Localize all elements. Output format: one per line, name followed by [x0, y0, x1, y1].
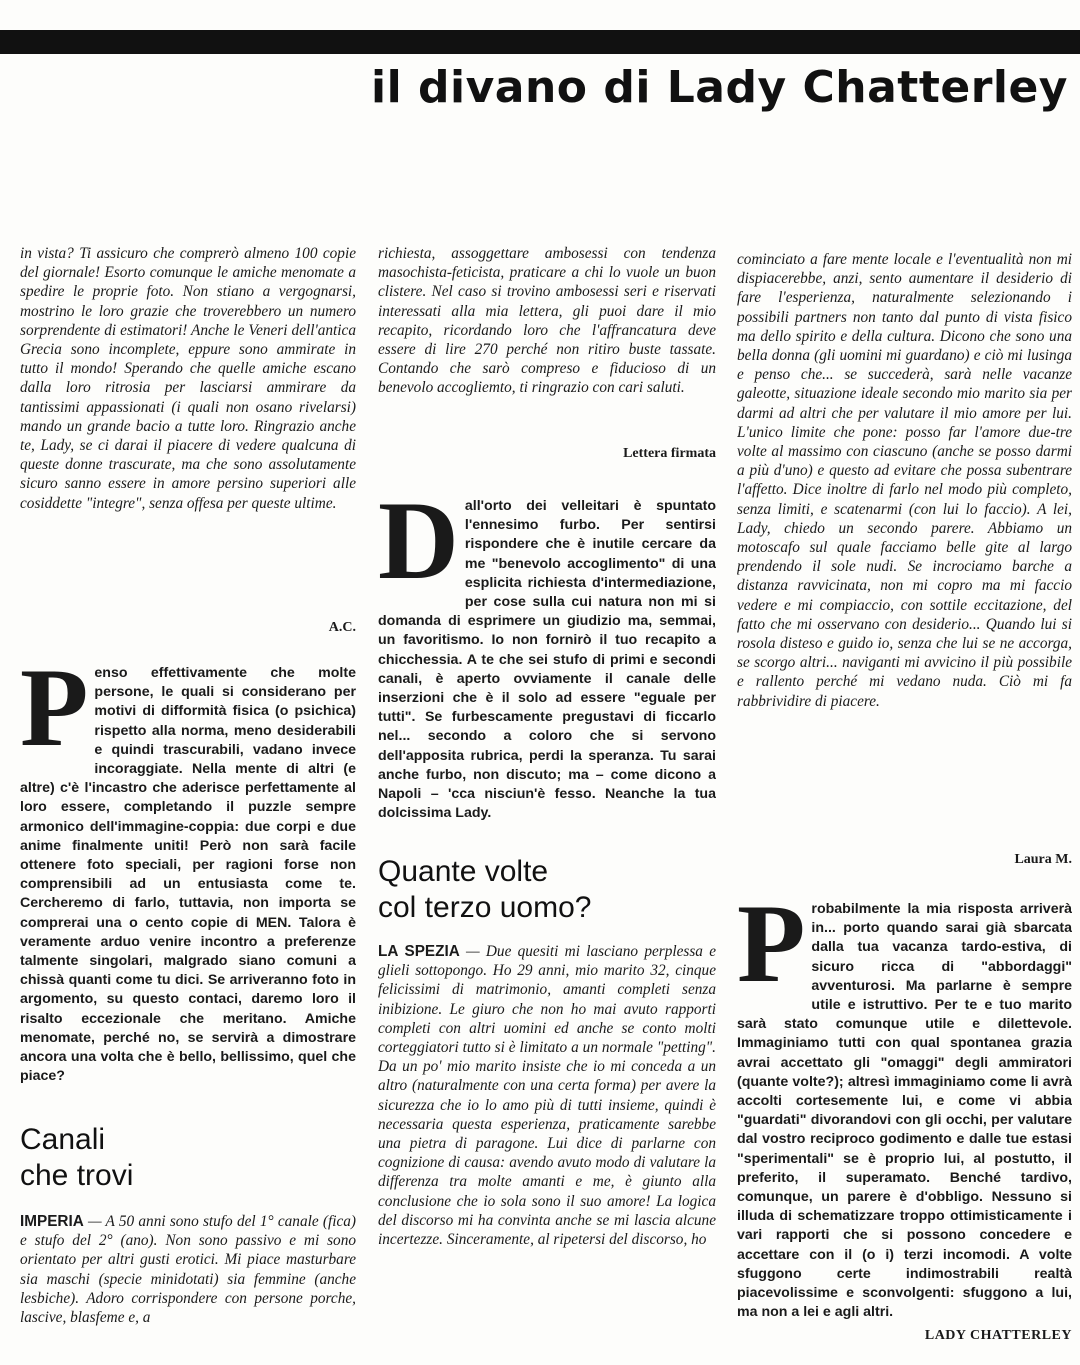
col1-letter-signature: A.C.	[328, 620, 356, 635]
col1-letter-imperia	[20, 1212, 356, 1346]
col3-letter	[737, 250, 1072, 847]
heading-canali-line1: Canali	[20, 1123, 106, 1156]
heading-quante-line2: col terzo uomo?	[378, 891, 592, 924]
drop-cap-p: P	[20, 664, 89, 770]
answer-signature-lady: LADY CHATTERLEY	[924, 1328, 1072, 1343]
col1-answer	[20, 664, 356, 1096]
col3-letter-text: cominciato a fare mente locale e l'eventualità non mi dispiacerebbe, anzi, sento aumentare il desiderio di fare l'esperienza, naturalmente selezionando i possibili partners non tanto dal punto di vista fisico ma dello spirito e della cultura. Dicono che sono una bella donna (gli uomini mi guardano) e ciò mi lusinga e penso che... se succederà, sarà nelle vacanze galeotte, situazione ideale secondo mio marito sia per darmi ad altri che per valutare il mio amore per lui. L'unico limite che pone: posso far l'amore due-tre volte al massimo con ciascuno (anche se posso darmi a più d'uno) e questo ad evitare che possa subentrare l'affetto. Dice inoltre di farlo nel modo più completo, senza limiti, e scatenarmi (con lui lo faccio). A lei, Lady, chiedo un secondo parere. Abbiamo un motoscafo sul quale facciamo belle gite al largo prendendo il sole nudi. Se incrociamo barche a distanza ravvicinata, non mi copro ma mi faccio vedere e mi compiaccio, con sottile eccitazione, del fatto che mi osservano con desiderio... Quando lui si rosola disteso e guido io, senza che lui se ne accorga, se scorgo altri... naviganti mi avvicino il più possibile e rallento perché mi vedano nuda. Ciò mi fa rabbrividire di piacere.	[737, 251, 1072, 710]
drop-cap-p2: P	[737, 900, 806, 1006]
col2-letter-signature: Lettera firmata	[623, 446, 716, 461]
heading-quante-line1: Quante volte	[378, 855, 549, 888]
page-title: il divano di Lady Chatterley	[371, 62, 1068, 113]
heading-canali	[20, 1122, 133, 1194]
col1-letter-end-text: in vista? Ti assicuro che comprerò almeno 100 copie del giornale! Esorto comunque le amiche menomate a spedire le proprie foto. Non stiano a vergognarsi, mostrino le loro grazie che troverebbero un numero sorprendente di estimatori! Anche le Veneri dell'antica Grecia sono incomplete, eppure sono ammirate in tutto il mondo! Sperando che quelle amiche escano dalla loro ritrosia per lasciarsi ammirare da tantissimi appassionati (i quali non osano rivelarsi) mando un grande bacio a tutte loro. Ringrazio anche te, Lady, se ci darai il piacere di vedere qualcuna di queste donne trascurate, ma che sono assolutamente sicuro sanno essere in amore persino superiori alle cosiddette "integre", senza offesa per queste ultime.	[20, 245, 356, 512]
heading-canali-line2: che trovi	[20, 1159, 134, 1192]
col1-answer-text: enso effettivamente che molte persone, le quali si considerano per motivi di difformità fisica (o psichica) rispetto alla norma, meno desiderabili e quindi trascurabili, vadano invece incoraggiate. Nella mente di altri (e altre) c'è l'incastro che aderisce perfettamente al loro essere, completando il puzzle sempre armonico dell'immagine-coppia: due corpi e due anime finalmente uniti! Però non sarà facile ottenere foto speciali, per ragioni forse non comprensibili ad un entusiasta come te. Cercheremo di farlo, tuttavia, non importa se comprerai una o cento copie di MEN. Talora è veramente arduo venire incontro a preferenze talmente singolari, malgrado siano comuni a chissà quanti come tu dici. Se arriveranno foto in argomento, su questo contaci, daremo loro il risalto eccezionale che meritano. Amiche menomate, perché no, se servirà a dimostrare ancora una volta che è bello, bellissimo, quel che piace?	[20, 665, 356, 1085]
place-la-spezia: LA SPEZIA	[378, 943, 460, 960]
col1-letter-imperia-text: — A 50 anni sono stufo del 1° canale (fica) e stufo del 2° (ano). Non sono passivo e mi sono orientato per altri gusti erotici. Mi piace masturbare sia maschi (specie minidotati) sia femmine (anche lesbiche). Adoro corrispondere con persone porche, lascive, blasfeme e, a	[20, 1213, 356, 1327]
col1-letter-end	[20, 244, 356, 609]
top-black-bar	[0, 30, 1080, 54]
col2-answer-text: all'orto dei velleitari è spuntato l'ennesimo furbo. Per sentirsi rispondere che è inutile cercare da me "benevolo accoglimento" di una esplicita richiesta d'intermediazione, per cose sulla cui natura non mi si domanda di esprimere un giudizio ma, semmai, un favoritismo. Io non fornirò il tuo recapito a chicchessia. A te che sei stufo di primi e secondi canali, è aperto ovviamente il canale delle inserzioni che è il solo ad essere "eguale per tutti". Se furbescamente pregustavi di ficcarlo nel... secondo a coloro che si servono dell'apposita rubrica, perdi la speranza. Tu sarai anche furbo, non discuto; ma – come dicono a Napoli – 'cca nisciun'è fesso. Neanche la tua dolcissima Lady.	[378, 498, 716, 822]
col2-letter-end-text: richiesta, assoggettare ambosessi con tendenza masochista-feticista, praticare a chi lo vuole un buon clistere. Nel caso si trovino ambosessi seri e riservati interessati alla mia lettera, gli puoi dare il mio recapito, ricordando loro che l'affrancatura deve essere di lire 270 perché non ritiro buste tassate. Contando che sarò compreso e fiducioso di un benevolo accogliemto, ti ringrazio con cari saluti.	[378, 245, 716, 397]
col3-answer-text: robabilmente la mia risposta arriverà in... porto quando sarai già sbarcata dalla tua vacanza tardo-estiva, di sicuro ricca di "abbordaggi" avventurosi. Ma parlarne è sempre utile e istruttivo. Per te e tuo marito sarà stato comunque utile e dilettevole. Immaginiamo tutti con qual spontanea grazia avrai accettato gli "omaggi" degli ammiratori (quante volte?); altresì immaginiamo come li avrà accolti cortesemente lui, e come vi abbia "guardati" divorandovi con gli occhi, per valutare dal vostro reciproco godimento e dalle tue estasi "sperimentali" se è proprio lui, al postutto, il preferito, il superamato. Benché tardivo, comunque, un parere è d'obbligo. Nessuno si illuda di schematizzare troppo ottimisticamente i vari rapporti che si possono concedere e accettare con il (o i) terzi incomodi. A volte sfuggono certe indimostrabili realtà piacevolissime e sconvolgenti: sfuggono a lui, ma non a lei e agli altri.	[737, 901, 1072, 1321]
drop-cap-d: D	[378, 497, 459, 603]
heading-quante-volte	[378, 854, 591, 926]
col2-letter-la-spezia	[378, 942, 716, 1346]
col3-answer	[737, 900, 1072, 1324]
col2-letter-end	[378, 244, 716, 436]
place-imperia: IMPERIA	[20, 1213, 84, 1230]
col3-letter-signature: Laura M.	[1014, 852, 1072, 867]
col2-letter-la-spezia-text: — Due quesiti mi lasciano perplessa e glieli sottopongo. Ho 29 anni, mio marito 32, cinque felicissimi di matrimonio, amanti completi senza inibizione. Le giuro che non ho mai avuto rapporti completi con altri uomini ed anche se conto molti corteggiatori tutto si è limitato a un normale "petting". Da un po' mio marito insiste che io mi conceda a un altro (naturalmente con una certa forma) per avere la sicurezza che io lo amo più di tutti insieme, quindi è necessaria questa esperienza, praticamente sarebbe una pietra di paragone. Lui dice di parlarne con cognizione di causa: avendo avuto modo di valutare la differenza tra molte amanti e me, è giunto alla conclusione che io sola sono il suo amore! La logica del discorso mi ha convinta anche se mi lascia alcune incertezze. Sinceramente, al ripetersi del discorso, ho	[378, 943, 716, 1249]
col2-answer	[378, 497, 716, 827]
